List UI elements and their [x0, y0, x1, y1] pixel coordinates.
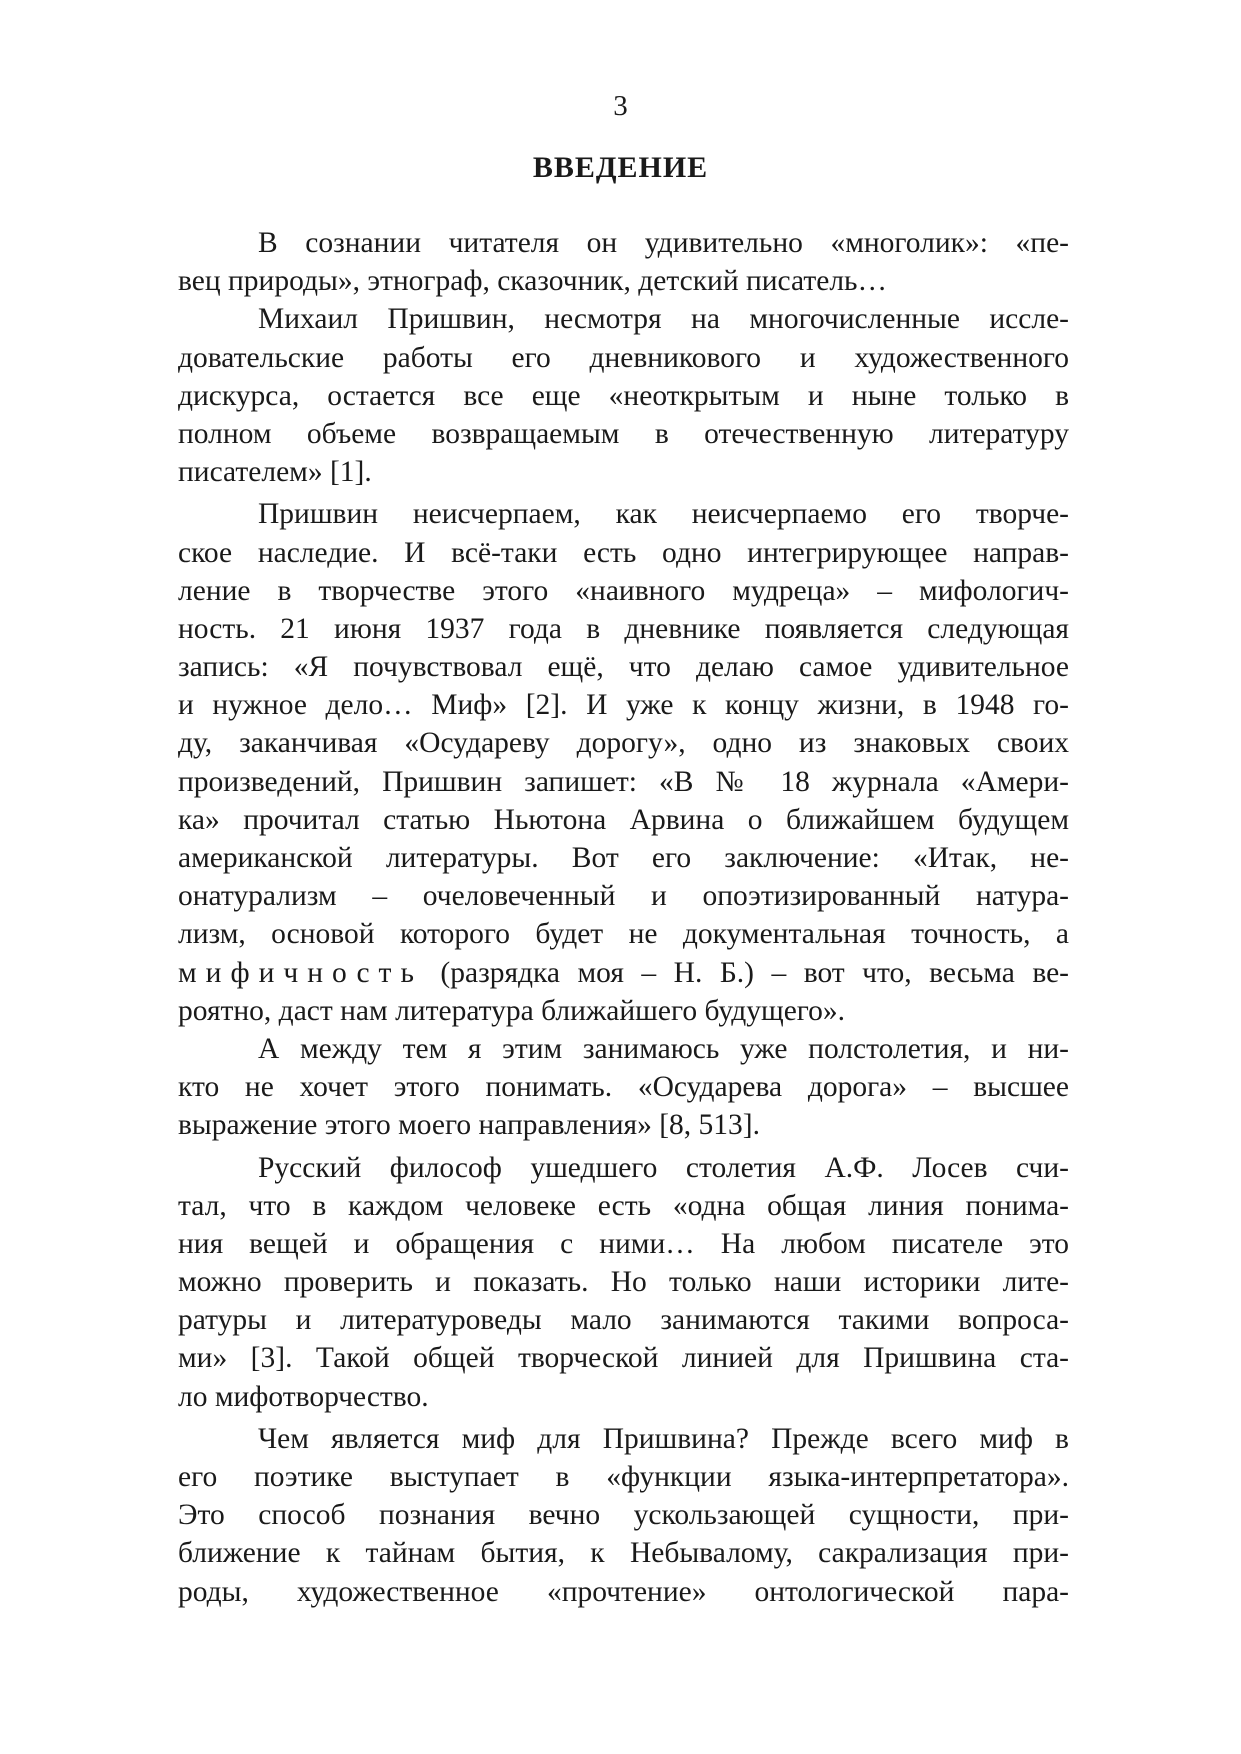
text-line: Это способ познания вечно ускользающей сущности, при-: [178, 1499, 1069, 1532]
text-line: ность. 21 июня 1937 года в дневнике появляется следующая: [178, 612, 1069, 645]
text-line: полном объеме возвращаемым в отечественную литературу: [178, 417, 1069, 450]
section-heading: ВВЕДЕНИЕ: [532, 151, 709, 184]
paragraph-2: [178, 300, 1069, 491]
text-line: ния вещей и обращения с ними… На любом писателе это: [178, 1227, 1069, 1260]
text-line: американской литературы. Вот его заключение: «Итак, не-: [178, 842, 1069, 874]
paragraph-1: [178, 224, 1069, 300]
text-line: А между тем я этим занимаюсь уже полстолетия, и ни-: [258, 1032, 1069, 1065]
text-line: ми» [3]. Такой общей творческой линией для Пришвина ста-: [178, 1342, 1069, 1375]
text-line: кто не хочет этого понимать. «Осударева дорога» – высшее: [178, 1071, 1069, 1104]
text-line: ду, заканчивая «Осудареву дорогу», одно из знаковых своих: [178, 727, 1069, 760]
text-line: дискурса, остается все еще «неоткрытым и ныне только в: [178, 379, 1069, 412]
text-line: и нужное дело… Миф» [2]. И уже к концу жизни, в 1948 го-: [178, 689, 1069, 722]
text-line: довательские работы его дневникового и художественного: [178, 341, 1069, 374]
text-line: запись: «Я почувствовал ещё, что делаю самое удивительное: [178, 651, 1069, 684]
text-line: вец природы», этнограф, сказочник, детский писатель…: [178, 265, 887, 298]
text-line: ближение к тайнам бытия, к Небывалому, сакрализация при-: [178, 1537, 1069, 1570]
text-line: Пришвин неисчерпаем, как неисчерпаемо его творче-: [258, 498, 1069, 531]
text-line: В сознании читателя он удивительно «многолик»: «пе-: [258, 227, 1069, 259]
text-line: тал, что в каждом человеке есть «одна общая линия понима-: [178, 1189, 1069, 1222]
text-line-spaced: [178, 954, 1069, 992]
text-line: Русский философ ушедшего столетия А.Ф. Лосев счи-: [258, 1151, 1069, 1184]
text-line: ратуры и литературоведы мало занимаются такими вопроса-: [178, 1304, 1069, 1337]
text-line: выражение этого моего направления» [8, 513].: [178, 1109, 761, 1142]
text-line: лизм, основой которого будет не документальная точность, а: [178, 918, 1069, 951]
text-line: его поэтике выступает в «функции языка-интерпретатора».: [178, 1461, 1069, 1493]
paragraph-5: [178, 1149, 1069, 1416]
body-text: [178, 224, 1069, 1611]
text-line: ло мифотворчество.: [178, 1380, 429, 1413]
text-line-rest: (разрядка моя – Н. Б.) – вот что, весьма ве-: [422, 956, 1069, 989]
text-line: произведений, Пришвин запишет: «В № 18 журнала «Амери-: [178, 765, 1069, 798]
text-line: роятно, даст нам литература ближайшего будущего».: [178, 994, 846, 1027]
paragraph-6: [178, 1420, 1069, 1611]
text-line: писателем» [1].: [178, 456, 372, 489]
text-line: ление в творчестве этого «наивного мудреца» – мифологич-: [178, 574, 1069, 607]
paragraph-3: [178, 495, 1069, 1030]
text-line: роды, художественное «прочтение» онтологической пара-: [178, 1575, 1069, 1608]
spaced-emphasis-word: мифичность: [178, 956, 423, 989]
text-line: онатурализм – очеловеченный и опоэтизированный натура-: [178, 880, 1069, 913]
text-line: Михаил Пришвин, несмотря на многочисленные иссле-: [258, 303, 1069, 336]
paragraph-4: [178, 1030, 1069, 1145]
text-line: ка» прочитал статью Ньютона Арвина о ближайшем будущем: [178, 803, 1069, 836]
page-number: 3: [613, 90, 628, 122]
text-line: ское наследие. И всё-таки есть одно интегрирующее направ-: [178, 536, 1069, 569]
text-line: можно проверить и показать. Но только наши историки лите-: [178, 1266, 1069, 1299]
text-line: Чем является миф для Пришвина? Прежде всего миф в: [258, 1422, 1069, 1455]
